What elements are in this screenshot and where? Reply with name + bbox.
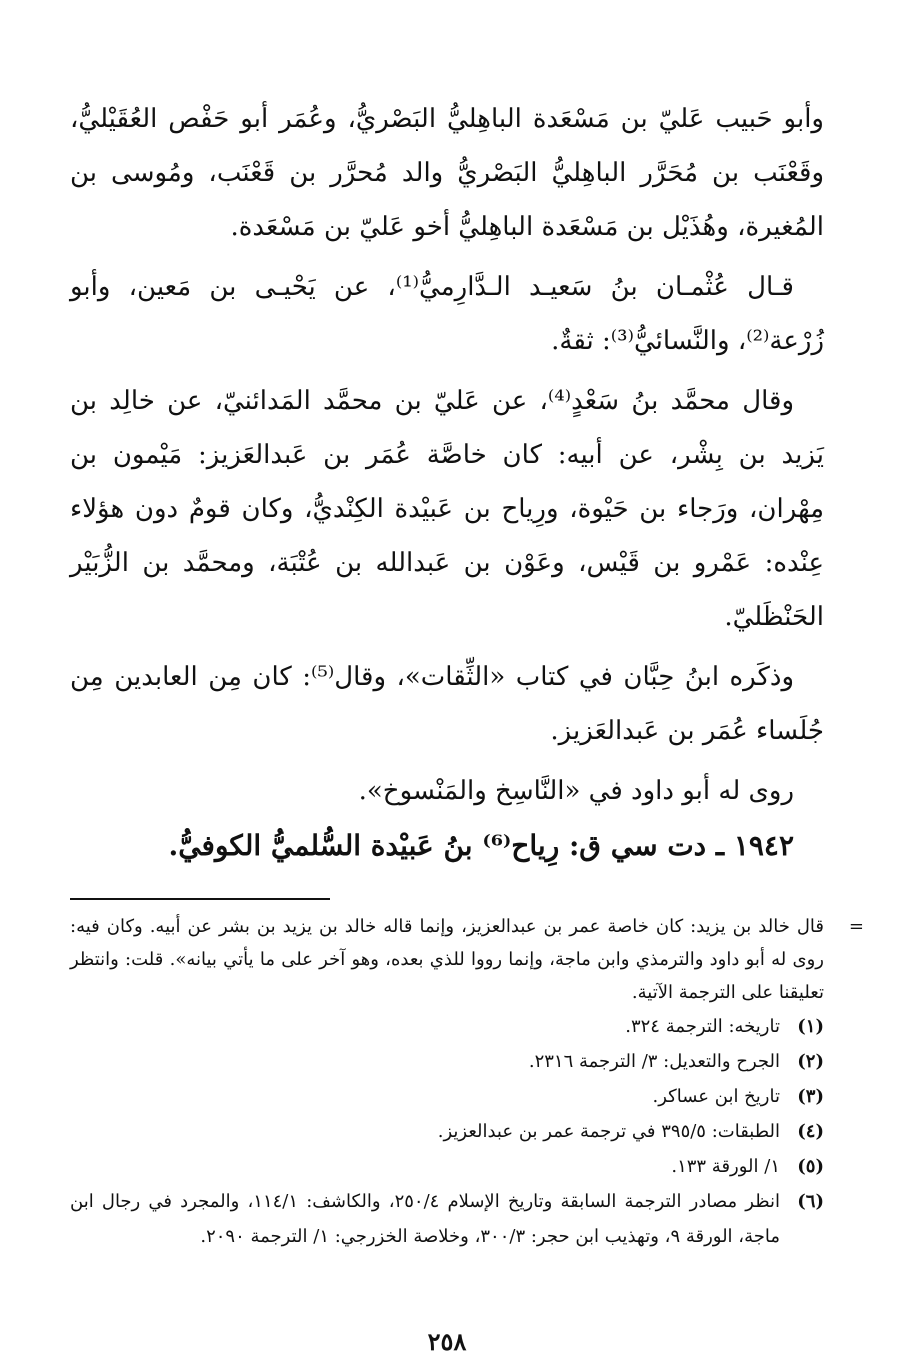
footnote-text: ١/ الورقة ١٣٣. xyxy=(671,1156,780,1177)
footnote-separator-wrap xyxy=(70,874,824,910)
footnote-text: الجرح والتعديل: ٣/ الترجمة ٢٣١٦. xyxy=(528,1051,780,1072)
footnote-6 xyxy=(70,1184,824,1254)
footnote-continuation xyxy=(70,910,864,1009)
body-paragraph-2: قـال عُثْمـان بنُ سَعيـد الـدَّارِميُّ⁽¹⁾، عن يَحْيـى بن مَعين، وأبو زُرْعة⁽²⁾، والنَّسائيُّ⁽³⁾: ثقةٌ. xyxy=(70,272,824,356)
footnote-text: تاريخ ابن عساكر. xyxy=(652,1086,780,1107)
page-content xyxy=(70,92,864,1356)
footnote-number: (٤) xyxy=(797,1121,824,1142)
body-paragraph-5: روى له أبو داود في «النَّاسِخ والمَنْسوخ». xyxy=(358,776,794,806)
footnote-number: (٥) xyxy=(797,1156,824,1177)
footnote-separator xyxy=(70,898,330,900)
footnote-number: (١) xyxy=(797,1016,824,1037)
footnote-4 xyxy=(70,1114,824,1149)
footnote-text: تاريخه: الترجمة ٣٢٤. xyxy=(625,1016,780,1037)
footnote-text: انظر مصادر الترجمة السابقة وتاريخ الإسلام ٢٥٠/٤، والكاشف: ١١٤/١، والمجرد في رجال ابن ماجة، الورقة ٩، وتهذيب ابن حجر: ٣٠٠/٣، وخلاصة الخزرجي: ١/ الترجمة ٢٠٩٠. xyxy=(70,1191,780,1247)
body-paragraph-4: وذكَره ابنُ حِبَّان في كتاب «الثِّقات»، وقال⁽⁵⁾: كان مِن العابدين مِن جُلَساء عُمَر بن عَبدالعَزيز. xyxy=(70,662,824,746)
footnote-number: (٢) xyxy=(797,1051,824,1072)
continuation-mark: = xyxy=(848,916,864,937)
footnote-number: (٦) xyxy=(797,1191,824,1212)
footnote-text: الطبقات: ٣٩٥/٥ في ترجمة عمر بن عبدالعزيز. xyxy=(437,1121,780,1142)
footnote-continuation-text: قال خالد بن يزيد: كان خاصة عمر بن عبدالعزيز، وإنما قاله خالد بن يزيد بن بشر عن أبيه. وكان فيه: روى له أبو داود والترمذي وابن ماجة، وإنما رووا للذي بعده، وهو آخر على ما يأتي بيانه». قلت: وانتظر تعليقنا على الترجمة الآتية. xyxy=(70,916,824,1003)
footnote-5 xyxy=(70,1149,824,1184)
footnote-3 xyxy=(70,1079,824,1114)
footnote-number: (٣) xyxy=(797,1086,824,1107)
entry-heading: ١٩٤٢ ـ دت سي ق: رِياح⁽⁶⁾ بنُ عَبيْدة السُّلميُّ الكوفيُّ. xyxy=(168,829,794,862)
footnote-1 xyxy=(70,1009,824,1044)
body-paragraph-3: وقال محمَّد بنُ سَعْدٍ⁽⁴⁾، عن عَليّ بن محمَّد المَدائنيّ، عن خالِد بن يَزيد بن بِشْر، عن أبيه: كان خاصَّة عُمَر بن عَبدالعَزيز: مَيْمون بن مِهْران، ورَجاء بن حَيْوة، ورِياح بن عَبيْدة الكِنْديُّ، وكان قومٌ دون هؤلاء عِنْده: عَمْرو بن قَيْس، وعَوْن بن عَبدالله بن عُتْبَة، ومحمَّد بن الزُّبَيْر الحَنْظَليّ. xyxy=(70,386,824,632)
footnotes xyxy=(70,910,864,1254)
footnote-2 xyxy=(70,1044,824,1079)
page-number: ٢٥٨ xyxy=(427,1327,467,1356)
body-paragraph-1: وأبو حَبيب عَليّ بن مَسْعَدة الباهِليُّ البَصْريُّ، وعُمَر أبو حَفْص العُقَيْليُّ، وقَعْنَب بن مُحَرَّر الباهِليُّ البَصْريُّ والد مُحرَّر بن قَعْنَب، ومُوسى بن المُغيرة، وهُذَيْل بن مَسْعَدة الباهِليُّ أخو عَليّ بن مَسْعَدة. xyxy=(70,104,824,242)
